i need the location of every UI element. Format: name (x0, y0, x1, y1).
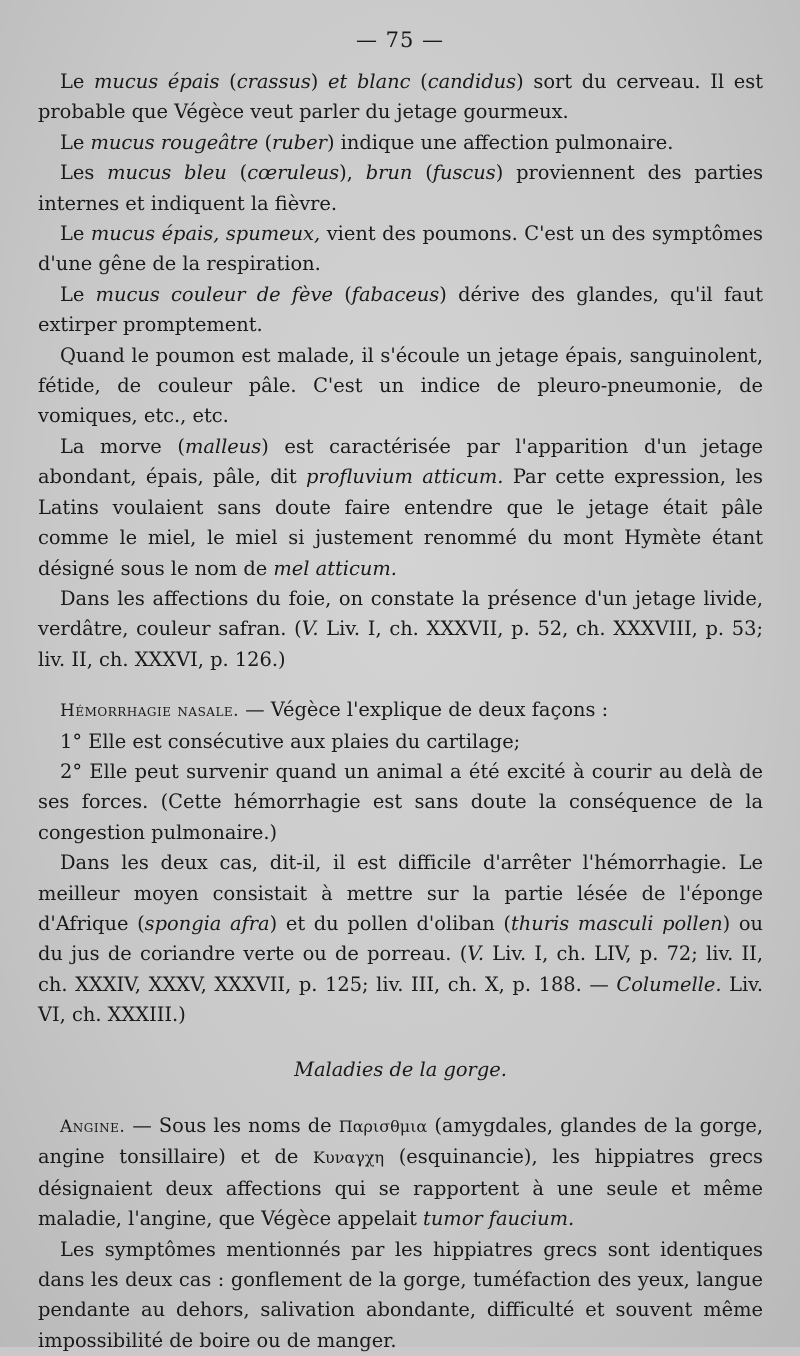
paragraph-angine: Angine. — Sous les noms de Παρισθμια (amygdales, glandes de la gorge, angine tonsillaire) et de Κυναγχη (esquinancie), les hippiatres grecs désignaient deux affections qui se rapportent à une seule et même maladie, l'angine, que Végèce appelait tumor faucium. (38, 1114, 763, 1231)
list-item-1: 1° Elle est consécutive aux plaies du cartilage; (60, 729, 521, 753)
heading-hemorrhagie-nasale: Hémorrhagie nasale. (60, 701, 240, 722)
paragraph-morve: La morve (malleus) est caractérisée par l'apparition d'un jetage abondant, épais, pâle, dit profluvium atticum. Par cette expression, les Latins voulaient sans doute faire entendre que le jetage était pâle comme le miel, le miel si justement renommé du mont Hymète étant désigné sous le nom de mel atticum. (38, 434, 764, 580)
section-title: Maladies de la gorge. (294, 1057, 507, 1081)
paragraph-mucus-bleu-brun: Les mucus bleu (cœruleus), brun (fuscus) proviennent des parties internes et indiquent la fièvre. (38, 161, 764, 215)
paragraph-mucus-epais-blanc: Le mucus épais (crassus) et blanc (candidus) sort du cerveau. Il est probable que Végèce veut parler du jetage gourmeux. (38, 70, 763, 124)
paragraph-affections-foie: Dans les affections du foie, on constate la présence d'un jetage livide, verdâtre, couleur safran. (V. Liv. I, ch. XXXVII, p. 52, ch. XXXVIII, p. 53; liv. II, ch. XXXVI, p. 126.) (38, 586, 763, 671)
paragraph-mucus-feve: Le mucus couleur de fève (fabaceus) dérive des glandes, qu'il faut extirper promptement. (38, 282, 764, 337)
page-number: — 75 — (355, 28, 445, 52)
paragraph-mucus-spumeux: Le mucus épais, spumeux, vient des poumons. C'est un des symptômes d'une gêne de la respiration. (38, 222, 763, 276)
paragraph-deux-cas: Dans les deux cas, dit-il, il est difficile d'arrêter l'hémorrhagie. Le meilleur moyen consistait à mettre sur la partie lésée de l'éponge d'Afrique (spongia afra) et du pollen d'oliban (thuris masculi pollen) ou du jus de coriandre verte ou de porreau. (V. Liv. I, ch. LIV, p. 72; liv. II, ch. XXXIV, XXXV, XXXVII, p. 125; liv. III, ch. X, p. 188. — Columelle. Liv. VI, ch. XXXIII.) (38, 851, 763, 1027)
paragraph-hemorrhagie-nasale: Hémorrhagie nasale. — Végèce l'explique de deux façons : (60, 698, 609, 722)
list-item-2: 2° Elle peut survenir quand un animal a été excité à courir au delà de ses forces. (Cette hémorrhagie est sans doute la conséquence de la congestion pulmonaire.) (38, 759, 763, 844)
page-body (38, 67, 763, 1356)
paragraph-symptomes: Les symptômes mentionnés par les hippiatres grecs sont identiques dans les deux cas : gonflement de la gorge, tuméfaction des yeux, langue pendante au dehors, salivation abondante, difficulté et souvent même impossibilité de boire ou de manger. (38, 1237, 763, 1352)
paragraph-mucus-rougeatre: Le mucus rougeâtre (ruber) indique une affection pulmonaire. (60, 130, 674, 154)
paragraph-poumon-malade: Quand le poumon est malade, il s'écoule un jetage épais, sanguinolent, fétide, de couleur pâle. C'est un indice de pleuro-pneumonie, de vomiques, etc., etc. (38, 343, 763, 428)
heading-angine: Angine. (60, 1117, 126, 1137)
